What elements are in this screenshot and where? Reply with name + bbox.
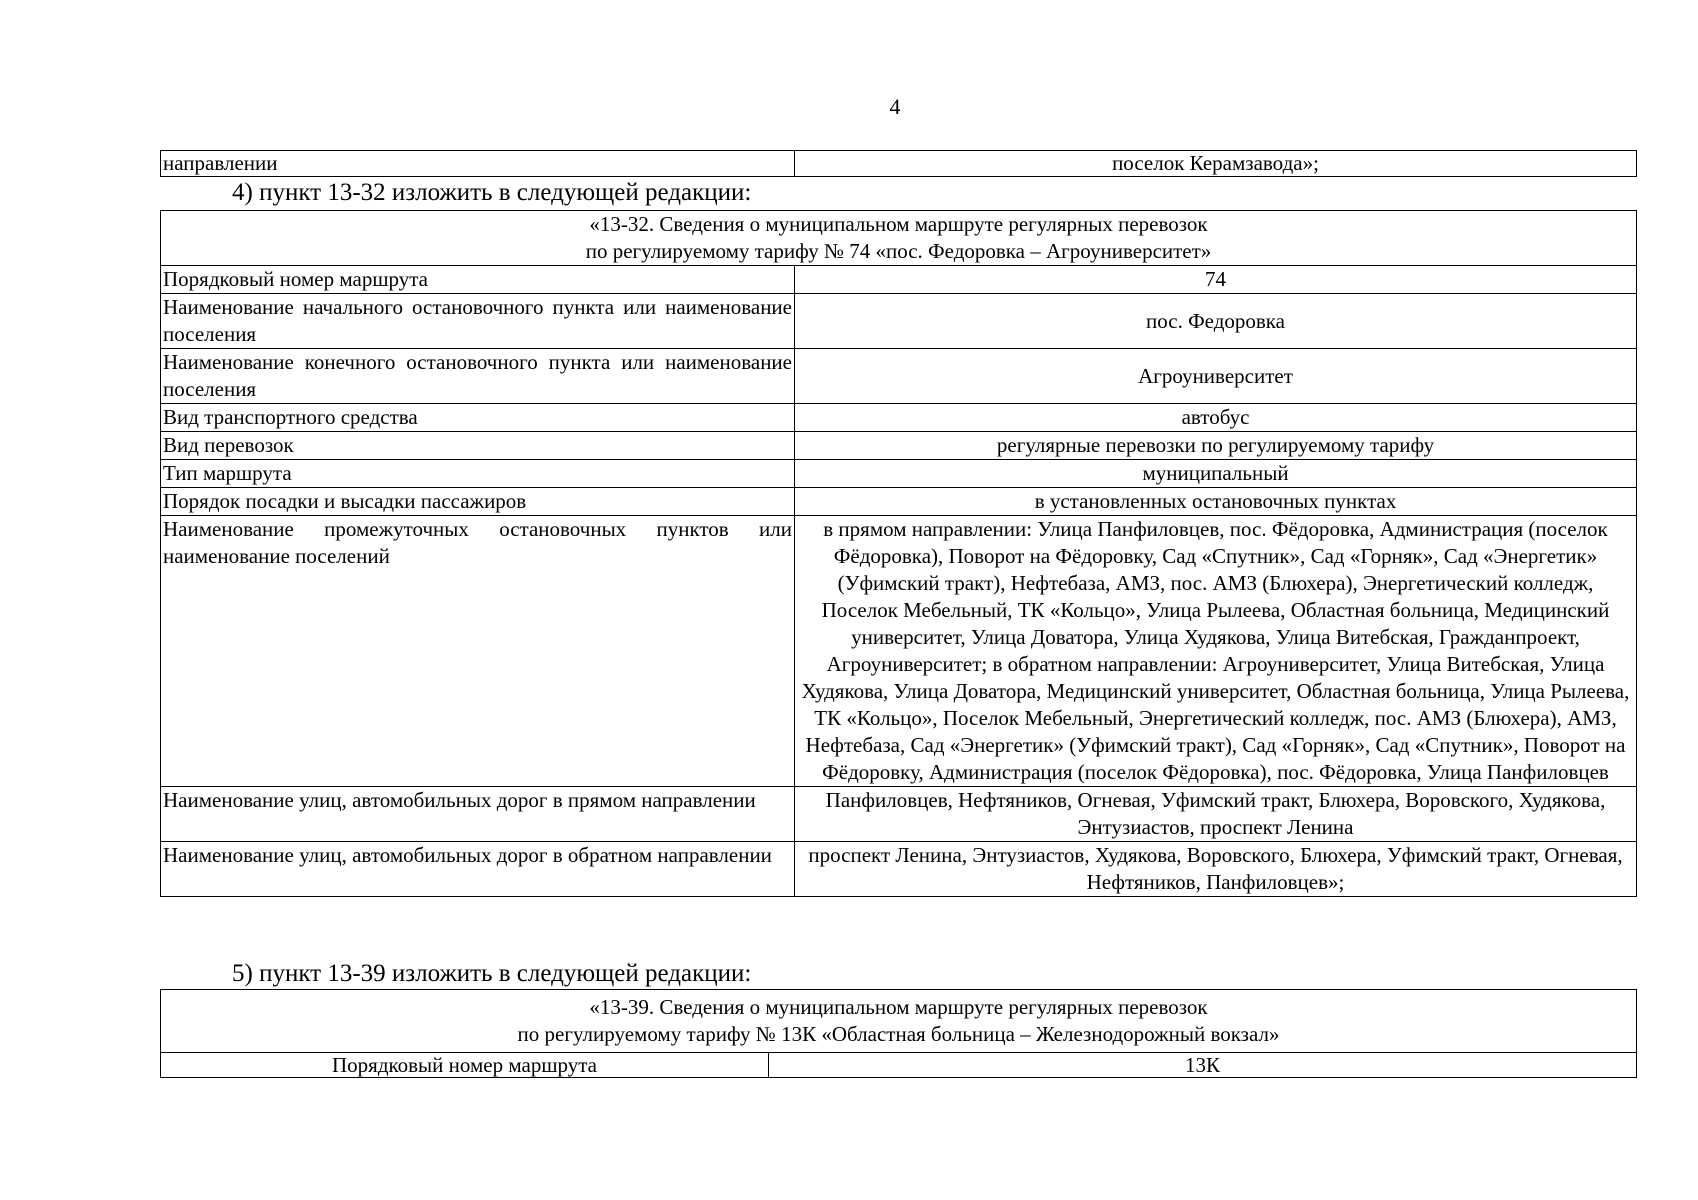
row-label: Наименование улиц, автомобильных дорог в прямом направлении xyxy=(161,787,795,842)
row-value: пос. Федоровка xyxy=(795,294,1637,349)
row-label: Наименование промежуточных остановочных пунктов или наименование поселений xyxy=(161,516,795,787)
table-row xyxy=(161,1053,1637,1078)
row-label: Вид транспортного средства xyxy=(161,404,795,432)
row-label: Тип маршрута xyxy=(161,460,795,488)
row-label: Порядковый номер маршрута xyxy=(161,1053,769,1078)
table-row xyxy=(161,842,1637,897)
header-line-1: «13-39. Сведения о муниципальном маршруте регулярных перевозок xyxy=(589,995,1208,1019)
row-label: Порядок посадки и высадки пассажиров xyxy=(161,488,795,516)
cell-value: поселок Керамзавода»; xyxy=(795,151,1637,177)
table-row xyxy=(161,432,1637,460)
row-value: автобус xyxy=(795,404,1637,432)
row-value: в установленных остановочных пунктах xyxy=(795,488,1637,516)
row-value: 13К xyxy=(769,1053,1637,1078)
table-row xyxy=(161,266,1637,294)
continuation-table xyxy=(160,150,1637,177)
table-row xyxy=(161,488,1637,516)
table-row xyxy=(161,349,1637,404)
header-line-2: по регулируемому тарифу № 74 «пос. Федоровка – Агроуниверситет» xyxy=(585,239,1212,263)
table-row xyxy=(161,151,1637,177)
table-row xyxy=(161,294,1637,349)
row-label: Наименование начального остановочного пункта или наименование поселения xyxy=(161,294,795,349)
table-row xyxy=(161,404,1637,432)
table-row xyxy=(161,460,1637,488)
row-value: проспект Ленина, Энтузиастов, Худякова, Воровского, Блюхера, Уфимский тракт, Огневая, Нефтяников, Панфиловцев»; xyxy=(795,842,1637,897)
row-label: Наименование конечного остановочного пункта или наименование поселения xyxy=(161,349,795,404)
paragraph-5: 5) пункт 13-39 изложить в следующей редакции: xyxy=(232,960,752,987)
row-value: муниципальный xyxy=(795,460,1637,488)
row-value: регулярные перевозки по регулируемому тарифу xyxy=(795,432,1637,460)
table-row xyxy=(161,516,1637,787)
table-header-row xyxy=(161,990,1637,1053)
row-label: Порядковый номер маршрута xyxy=(161,266,795,294)
row-label: Наименование улиц, автомобильных дорог в обратном направлении xyxy=(161,842,795,897)
row-value: Панфиловцев, Нефтяников, Огневая, Уфимский тракт, Блюхера, Воровского, Худякова, Энтузиастов, проспект Ленина xyxy=(795,787,1637,842)
paragraph-4: 4) пункт 13-32 изложить в следующей редакции: xyxy=(232,179,752,206)
table-header-row xyxy=(161,211,1637,266)
table-header xyxy=(161,211,1637,266)
row-label: Вид перевозок xyxy=(161,432,795,460)
row-value: в прямом направлении: Улица Панфиловцев, пос. Фёдоровка, Администрация (поселок Фёдоровка), Поворот на Фёдоровку, Сад «Спутник», Сад «Горняк», Сад «Энергетик» (Уфимский тракт), Нефтебаза, АМЗ, пос. АМЗ (Блюхера), Энергетический колледж, Поселок Мебельный, ТК «Кольцо», Улица Рылеева, Областная больница, Медицинский университет, Улица Доватора, Улица Худякова, Улица Витебская, Гражданпроект, Агроуниверситет; в обратном направлении: Агроуниверситет, Улица Витебская, Улица Худякова, Улица Доватора, Медицинский университет, Областная больница, Улица Рылеева, ТК «Кольцо», Поселок Мебельный, Энергетический колледж, пос. АМЗ (Блюхера), АМЗ, Нефтебаза, Сад «Энергетик» (Уфимский тракт), Сад «Горняк», Сад «Спутник», Поворот на Фёдоровку, Администрация (поселок Фёдоровка), пос. Фёдоровка, Улица Панфиловцев xyxy=(795,516,1637,787)
page-number: 4 xyxy=(889,94,901,119)
header-line-2: по регулируемому тарифу № 13К «Областная больница – Железнодорожный вокзал» xyxy=(517,1022,1280,1046)
table-header xyxy=(161,990,1637,1053)
cell-label: направлении xyxy=(161,151,795,177)
route-table-13-32 xyxy=(160,210,1637,897)
row-value: Агроуниверситет xyxy=(795,349,1637,404)
header-line-1: «13-32. Сведения о муниципальном маршруте регулярных перевозок xyxy=(589,212,1208,236)
table-row xyxy=(161,787,1637,842)
row-value: 74 xyxy=(795,266,1637,294)
route-table-13-39 xyxy=(160,989,1637,1078)
